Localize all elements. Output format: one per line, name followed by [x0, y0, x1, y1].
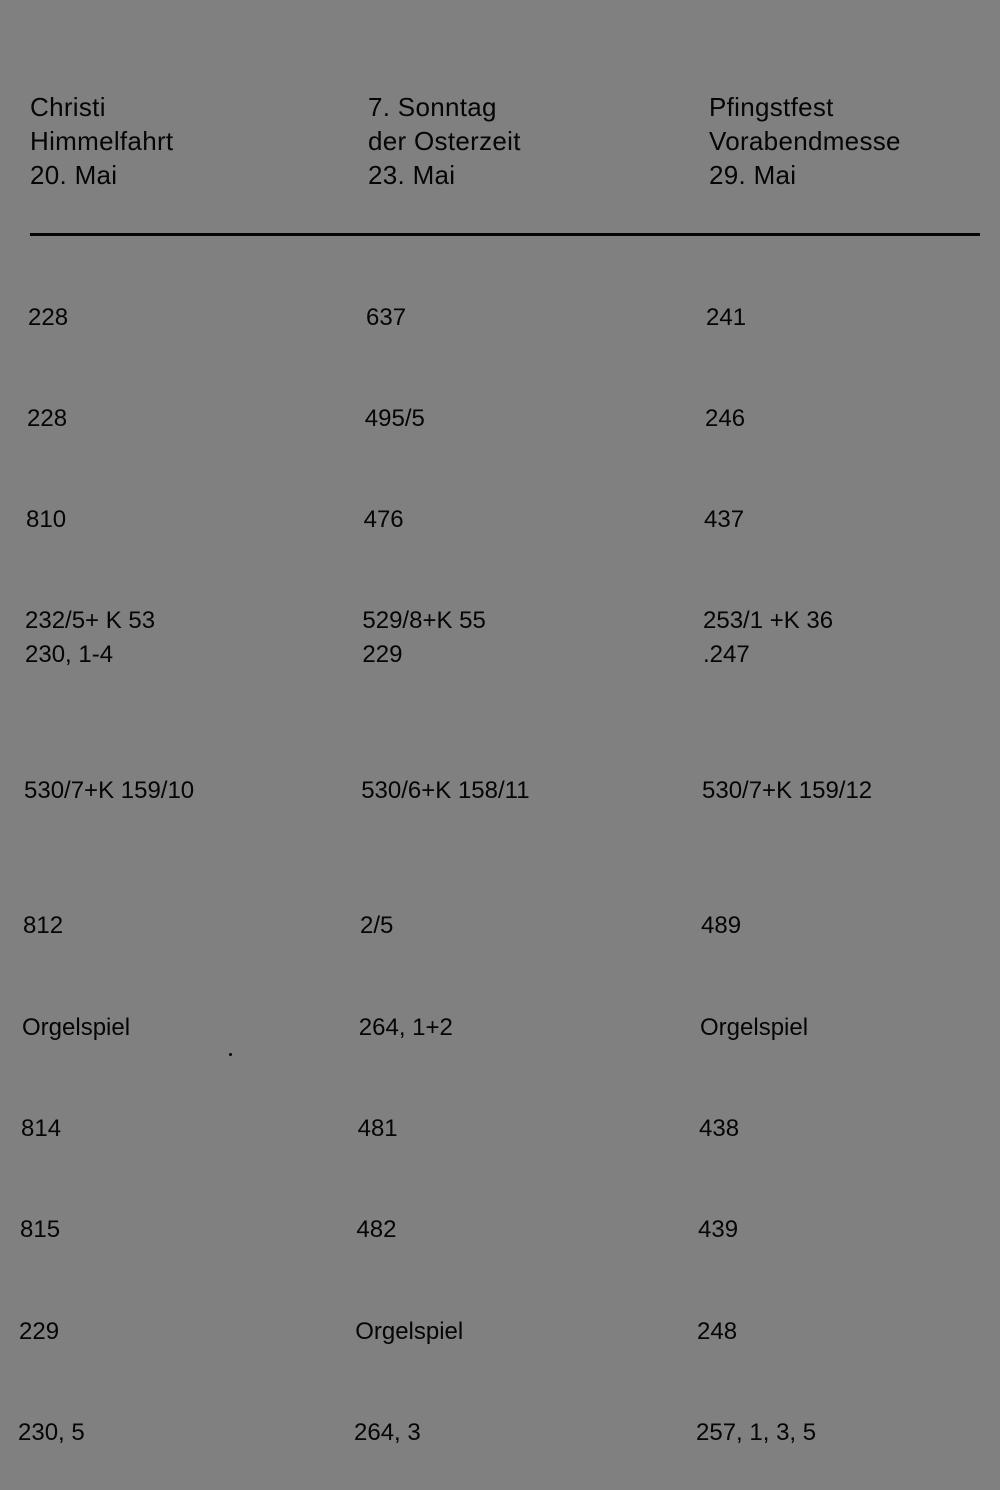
header-line: Himmelfahrt [30, 126, 174, 156]
table-cell [701, 909, 741, 943]
table-cell [358, 1112, 398, 1146]
cell-line: Orgelspiel [700, 1014, 809, 1041]
cell-line: 489 [701, 912, 742, 939]
cell-line: 2/5 [360, 912, 394, 939]
cell-line: 241 [706, 304, 747, 331]
table-cell [704, 503, 744, 537]
header-line: 20. Mai [30, 160, 118, 190]
cell-line: 481 [357, 1115, 398, 1142]
cell-line: 230, 5 [18, 1419, 85, 1446]
header-line: 23. Mai [368, 160, 456, 190]
table-cell [696, 1416, 816, 1450]
table-cell [697, 1315, 737, 1349]
cell-line: 232/5+ K 53 [25, 607, 156, 634]
column-header-7-sonntag [368, 90, 521, 192]
cell-line: 530/7+K 159/12 [702, 777, 873, 804]
cell-line: 530/6+K 158/11 [361, 777, 530, 804]
table-cell [365, 402, 425, 436]
cell-line: 437 [704, 506, 745, 533]
cell-line: 253/1 +K 36 [703, 607, 834, 634]
cell-line: 264, 3 [354, 1419, 421, 1446]
cell-line: 810 [26, 506, 67, 533]
cell-line: 815 [20, 1216, 61, 1243]
cell-line: 814 [21, 1115, 62, 1142]
header-divider [30, 233, 980, 236]
cell-line: 637 [366, 304, 407, 331]
table-cell [26, 503, 66, 537]
table-cell [355, 1315, 463, 1349]
table-cell [702, 774, 872, 808]
cell-line: 812 [23, 912, 64, 939]
print-speck [229, 1053, 232, 1056]
table-cell [20, 1213, 60, 1247]
cell-line: 257, 1, 3, 5 [696, 1419, 817, 1446]
cell-line: 229 [362, 641, 403, 668]
table-cell [361, 774, 529, 808]
table-cell [700, 1011, 808, 1045]
cell-line: 228 [28, 304, 69, 331]
table-cell [364, 503, 404, 537]
table-cell [23, 909, 63, 943]
table-cell [19, 1315, 59, 1349]
table-cell [22, 1011, 130, 1045]
table-cell [25, 604, 155, 672]
table-cell [362, 604, 485, 672]
header-line: Christi [30, 92, 106, 122]
table-cell [18, 1416, 85, 1450]
table-cell [356, 1213, 396, 1247]
table-cell [366, 301, 406, 335]
table-cell [28, 301, 68, 335]
table-cell [360, 909, 393, 943]
table-cell [698, 1213, 738, 1247]
cell-line: 228 [27, 405, 68, 432]
cell-line: Orgelspiel [22, 1014, 131, 1041]
cell-line: .247 [703, 641, 750, 668]
table-cell [354, 1416, 421, 1450]
table-cell [21, 1112, 61, 1146]
header-line: Vorabendmesse [709, 126, 901, 156]
header-line: 7. Sonntag [368, 92, 497, 122]
table-cell [705, 402, 745, 436]
cell-line: 482 [356, 1216, 397, 1243]
cell-line: 529/8+K 55 [362, 607, 486, 634]
cell-line: 229 [19, 1318, 60, 1345]
cell-line: 495/5 [364, 405, 425, 432]
table-cell [699, 1112, 739, 1146]
cell-line: 248 [697, 1318, 738, 1345]
cell-line: 438 [699, 1115, 740, 1142]
cell-line: 439 [698, 1216, 739, 1243]
column-header-pfingstfest [709, 90, 901, 192]
cell-line: 230, 1-4 [25, 641, 114, 668]
table-cell [703, 604, 833, 672]
cell-line: Orgelspiel [355, 1318, 464, 1345]
cell-line: 476 [363, 506, 404, 533]
table-cell [359, 1011, 453, 1045]
column-header-christi-himmelfahrt [30, 90, 173, 192]
header-line: der Osterzeit [368, 126, 521, 156]
cell-line: 246 [705, 405, 746, 432]
cell-line: 264, 1+2 [358, 1014, 453, 1041]
table-cell [24, 774, 194, 808]
header-line: Pfingstfest [709, 92, 834, 122]
header-line: 29. Mai [709, 160, 797, 190]
table-cell [27, 402, 67, 436]
table-cell [706, 301, 746, 335]
cell-line: 530/7+K 159/10 [24, 777, 195, 804]
